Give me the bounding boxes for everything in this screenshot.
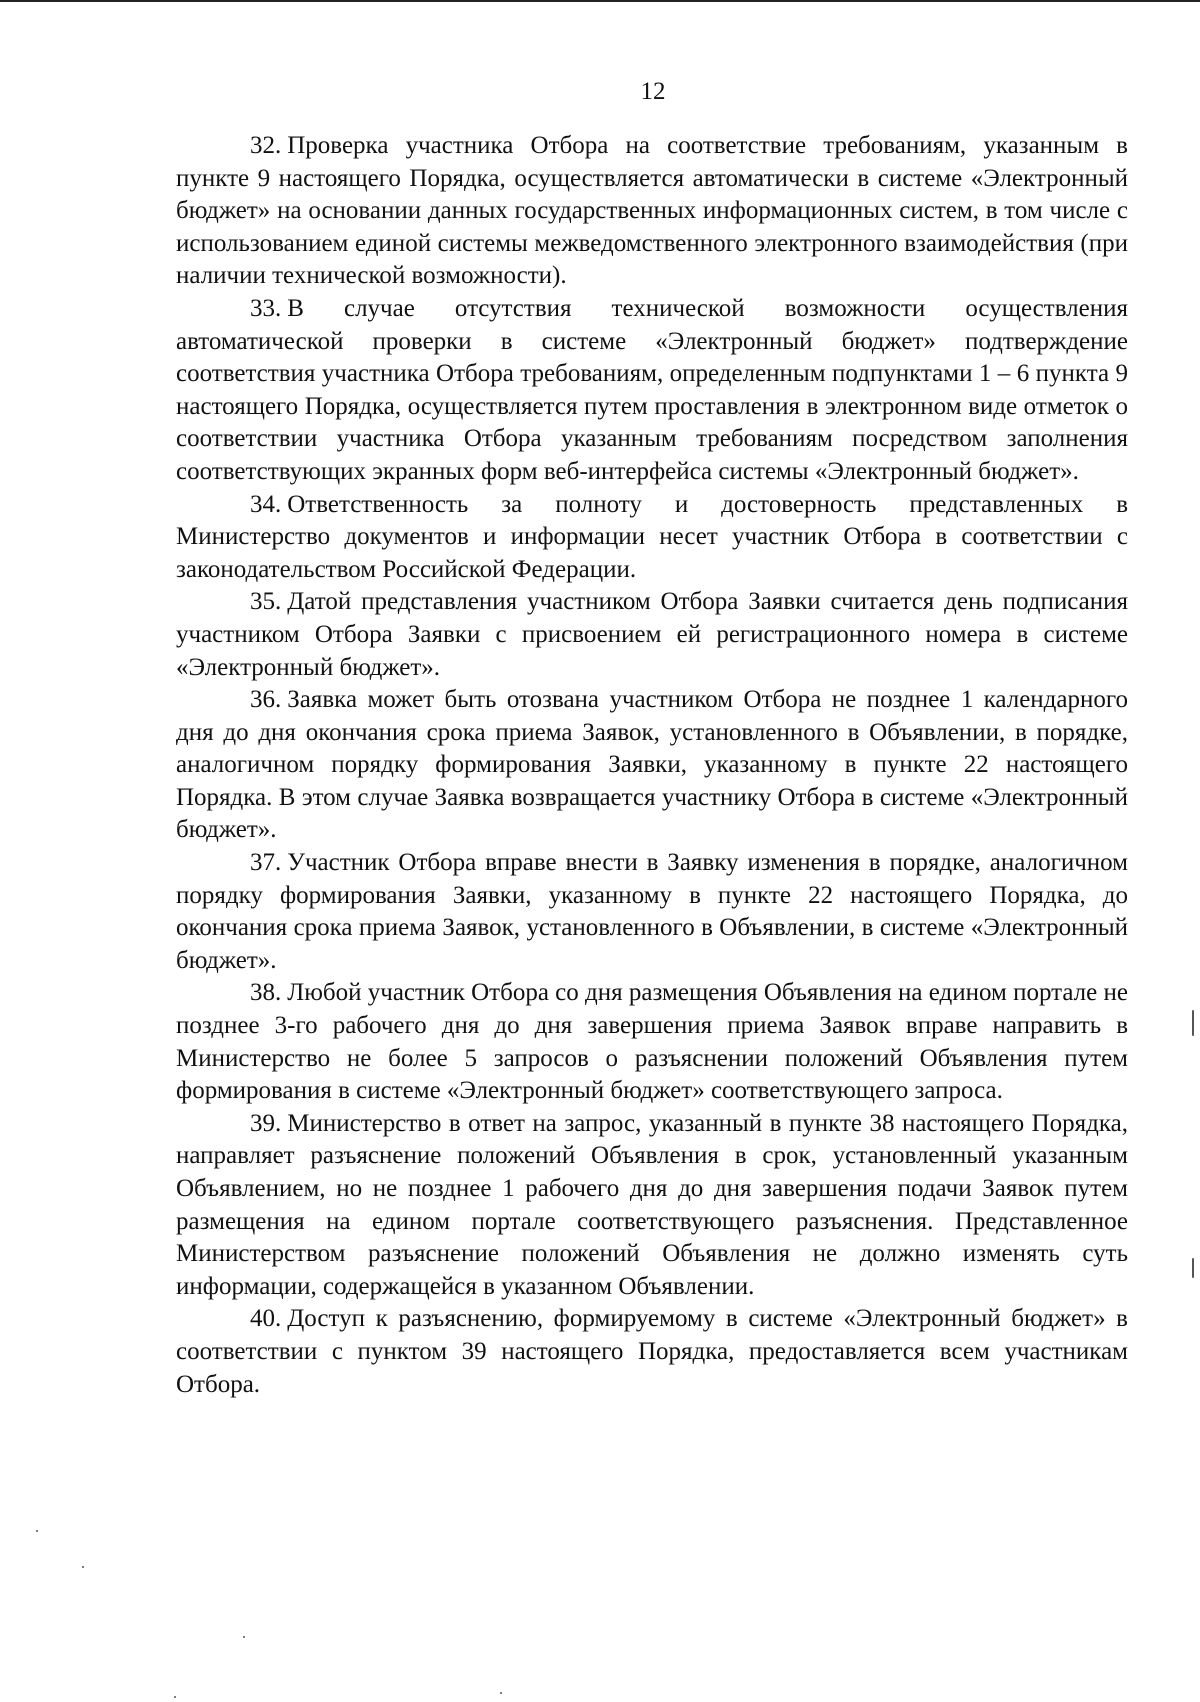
scan-top-edge bbox=[0, 0, 1200, 2]
paragraph-number: 32. bbox=[250, 132, 282, 159]
paragraph-text: Министерство в ответ на запрос, указанный в пункте 38 настоящего Порядка, направляет разъяснение положений Объявления в срок, установленный указанным Объявлением, но не позднее 1 рабочего дня до дня завершения подачи Заявок путем размещения на едином портале соответствующего разъяснения. Представленное Министерством разъяснение положений Объявления не должно изменять суть информации, содержащейся в указанном Объявлении. bbox=[176, 1109, 1128, 1300]
scan-speck bbox=[1192, 1258, 1194, 1278]
paragraph-32 bbox=[176, 130, 1128, 293]
paragraph-text: Проверка участника Отбора на соответствие требованиям, указанным в пункте 9 настоящего Порядка, осуществляется автоматически в системе «Электронный бюджет» на основании данных государственных информационных систем, в том числе с использованием единой системы межведомственного электронного взаимодействия (при наличии технической возможности). bbox=[176, 132, 1128, 290]
paragraph-text: В случае отсутствия технической возможности осуществления автоматической проверки в системе «Электронный бюджет» подтверждение соответствия участника Отбора требованиям, определенным подпунктами 1 – 6 пункта 9 настоящего Порядка, осуществляется путем проставления в электронном виде отметок о соответствии участника Отбора указанным требованиям посредством заполнения соответствующих экранных форм веб-интерфейса системы «Электронный бюджет». bbox=[176, 294, 1128, 485]
paragraph-39 bbox=[176, 1108, 1128, 1304]
paragraph-text: Заявка может быть отозвана участником Отбора не позднее 1 календарного дня до дня окончания срока приема Заявок, установленного в Объявлении, в порядке, аналогичном порядку формирования Заявки, указанному в пункте 22 настоящего Порядка. В этом случае Заявка возвращается участнику Отбора в системе «Электронный бюджет». bbox=[176, 686, 1128, 844]
paragraph-text: Участник Отбора вправе внести в Заявку изменения в порядке, аналогичном порядку формирования Заявки, указанному в пункте 22 настоящего Порядка, до окончания срока приема Заявок, установленного в Объявлении, в системе «Электронный бюджет». bbox=[176, 849, 1128, 974]
paragraph-number: 34. bbox=[250, 490, 282, 518]
paragraph-text: Датой представления участником Отбора Заявки считается день подписания участником Отбора Заявки с присвоением ей регистрационного номера в системе «Электронный бюджет». bbox=[176, 588, 1128, 681]
paragraph-34 bbox=[176, 489, 1128, 587]
scan-speck bbox=[82, 1566, 84, 1568]
paragraph-35 bbox=[176, 586, 1128, 684]
paragraph-number: 37. bbox=[250, 849, 282, 877]
paragraph-37 bbox=[176, 847, 1128, 977]
scan-speck bbox=[243, 1636, 245, 1638]
page-number: 12 bbox=[640, 78, 666, 105]
scan-speck bbox=[36, 1530, 38, 1532]
paragraph-number: 40. bbox=[250, 1305, 282, 1333]
scan-speck bbox=[1192, 1010, 1194, 1036]
paragraph-text: Ответственность за полноту и достоверность представленных в Министерство документов и информации несет участник Отбора в соответствии с законодательством Российской Федерации. bbox=[176, 490, 1128, 583]
document-body bbox=[176, 130, 1128, 1401]
paragraph-text: Любой участник Отбора со дня размещения Объявления на едином портале не позднее 3-го рабочего дня до дня завершения приема Заявок вправе направить в Министерство не более 5 запросов о разъяснении положений Объявления путем формирования в системе «Электронный бюджет» соответствующего запроса. bbox=[176, 979, 1128, 1105]
paragraph-text: Доступ к разъяснению, формируемому в системе «Электронный бюджет» в соответствии с пунктом 39 настоящего Порядка, предоставляется всем участникам Отбора. bbox=[176, 1305, 1128, 1398]
paragraph-number: 39. bbox=[250, 1109, 282, 1137]
paragraph-40 bbox=[176, 1303, 1128, 1401]
paragraph-33 bbox=[176, 293, 1128, 489]
paragraph-number: 36. bbox=[250, 686, 282, 714]
paragraph-38 bbox=[176, 977, 1128, 1107]
paragraph-36 bbox=[176, 684, 1128, 847]
paragraph-number: 38. bbox=[250, 979, 282, 1007]
scan-speck bbox=[500, 1692, 502, 1694]
scan-speck bbox=[174, 1696, 176, 1698]
paragraph-number: 35. bbox=[250, 588, 282, 616]
paragraph-number: 33. bbox=[250, 294, 282, 322]
